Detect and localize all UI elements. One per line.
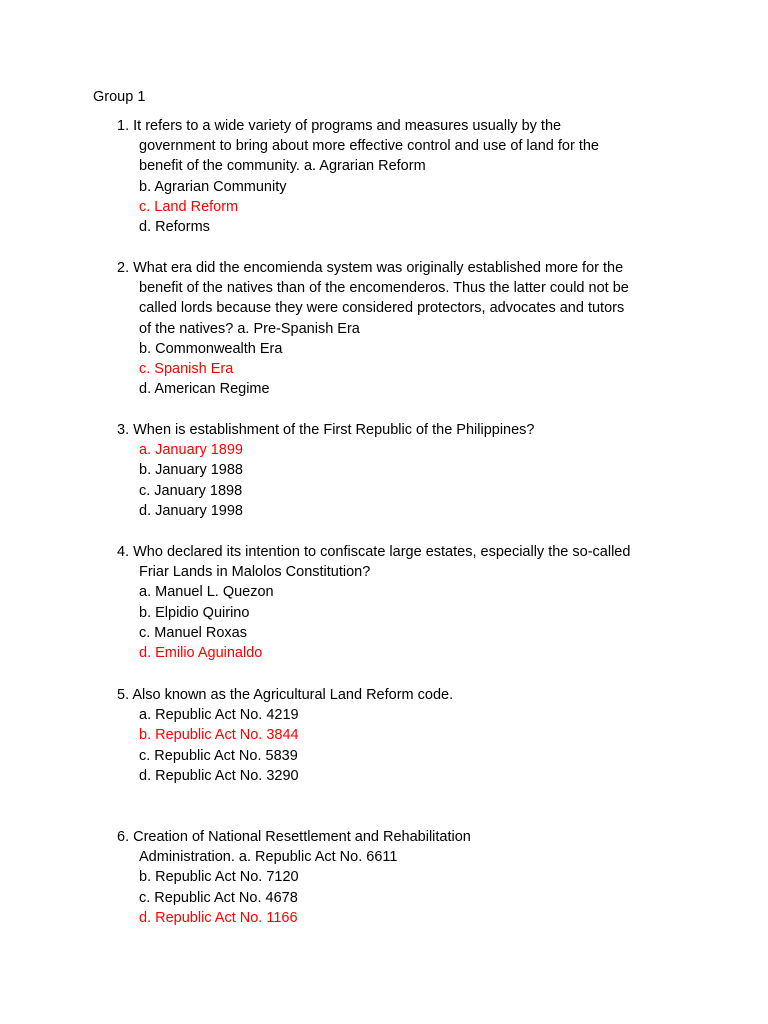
answer-option: c. Republic Act No. 4678 bbox=[139, 889, 298, 906]
answer-option: b. Republic Act No. 7120 bbox=[139, 869, 299, 886]
question-stem-line: of the natives? a. Pre-Spanish Era bbox=[139, 320, 360, 337]
correct-answer-option: c. Land Reform bbox=[139, 198, 239, 215]
question-number: 6. bbox=[117, 829, 130, 845]
question-6 bbox=[117, 827, 677, 928]
question-stem-line: benefit of the community. a. Agrarian Reform bbox=[139, 158, 426, 175]
answer-option: d. Republic Act No. 3290 bbox=[139, 767, 299, 784]
question-3 bbox=[117, 420, 677, 521]
question-4 bbox=[117, 542, 677, 663]
answer-option: b. Elpidio Quirino bbox=[139, 604, 250, 621]
correct-answer-option: d. Emilio Aguinaldo bbox=[139, 644, 263, 661]
document-heading: Group 1 bbox=[93, 89, 146, 105]
answer-option: d. American Regime bbox=[139, 381, 270, 398]
question-stem-line: called lords because they were considered protectors, advocates and tutors bbox=[139, 300, 625, 317]
question-number: 1. bbox=[117, 118, 130, 134]
question-stem-line: Friar Lands in Malolos Constitution? bbox=[139, 564, 371, 581]
question-stem-line: benefit of the natives than of the encomenderos. Thus the latter could not be bbox=[139, 280, 629, 297]
answer-option: c. Republic Act No. 5839 bbox=[139, 747, 298, 764]
answer-option: a. Republic Act No. 4219 bbox=[139, 707, 299, 724]
question-stem-line: government to bring about more effective control and use of land for the bbox=[139, 138, 599, 155]
answer-option: b. Agrarian Community bbox=[139, 178, 287, 195]
answer-option: a. Manuel L. Quezon bbox=[139, 584, 274, 601]
answer-option: c. Manuel Roxas bbox=[139, 624, 247, 641]
question-stem-line: 5. Also known as the Agricultural Land Reform code. bbox=[117, 687, 454, 703]
question-5 bbox=[117, 685, 677, 786]
question-1 bbox=[117, 116, 677, 237]
question-number: 4. bbox=[117, 544, 130, 560]
answer-option: c. January 1898 bbox=[139, 482, 243, 499]
question-number: 3. bbox=[117, 422, 130, 438]
correct-answer-option: d. Republic Act No. 1166 bbox=[139, 909, 298, 926]
question-stem-line: 4. Who declared its intention to confiscate large estates, especially the so-called bbox=[117, 544, 631, 560]
question-stem-line: 3. When is establishment of the First Republic of the Philippines? bbox=[117, 422, 535, 438]
answer-option: d. Reforms bbox=[139, 218, 210, 235]
correct-answer-option: b. Republic Act No. 3844 bbox=[139, 727, 299, 744]
answer-option: d. January 1998 bbox=[139, 502, 243, 519]
answer-option: b. January 1988 bbox=[139, 462, 243, 479]
question-stem-line: 2. What era did the encomienda system was originally established more for the bbox=[117, 260, 624, 276]
correct-answer-option: a. January 1899 bbox=[139, 442, 243, 459]
question-number: 5. bbox=[117, 687, 130, 703]
question-2 bbox=[117, 258, 677, 399]
question-stem-line: 1. It refers to a wide variety of programs and measures usually by the bbox=[117, 118, 562, 134]
correct-answer-option: c. Spanish Era bbox=[139, 360, 234, 377]
question-stem-line: Administration. a. Republic Act No. 6611 bbox=[139, 849, 398, 866]
answer-option: b. Commonwealth Era bbox=[139, 340, 283, 357]
question-stem-line: 6. Creation of National Resettlement and Rehabilitation bbox=[117, 829, 471, 845]
question-number: 2. bbox=[117, 260, 130, 276]
